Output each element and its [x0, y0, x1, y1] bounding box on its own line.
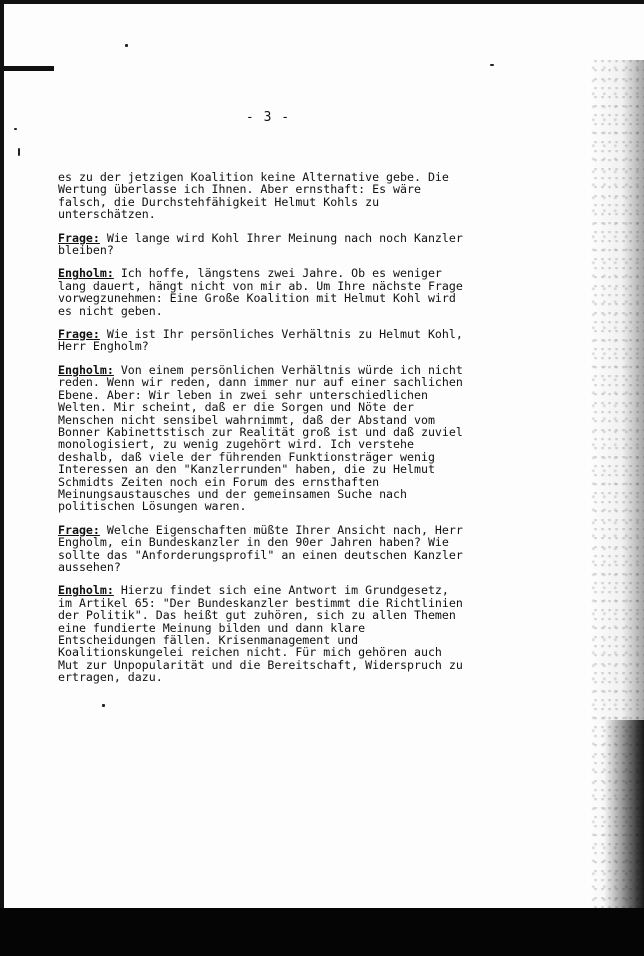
speaker-label: Engholm:: [58, 266, 114, 281]
interview-text: [58, 171, 488, 695]
paragraph-text: Welche Eigenschaften müßte Ihrer Ansicht nach, Herr Engholm, ein Bundeskanzler in den 90er Jahren haben? Wie sollte das "Anforderungsprofil" an einen deutschen Kanzler aussehen?: [58, 522, 463, 574]
scan-right-edge-shadow: [604, 720, 644, 910]
paragraph-question: [58, 328, 488, 353]
paragraph-question: [58, 524, 488, 574]
paragraph-text: Ich hoffe, längstens zwei Jahre. Ob es weniger lang dauert, hängt nicht von mir ab. Um Ihre nächste Frage vorwegzunehmen: Eine Große Koalition mit Helmut Kohl wird es nicht geben.: [58, 266, 463, 318]
paragraph-text: Hierzu findet sich eine Antwort im Grundgesetz, im Artikel 65: "Der Bundeskanzler bestimmt die Richtlinien der Politik". Das heißt gut zuhören, sich zu allen Themen eine fundierte Meinung bilden und dann klare Entscheidungen fällen. Krisenmanagement und Koalitionskungelei reichen nicht. Für mich gehören auch Mut zur Unpopularität und die Bereitschaft, Widerspruch zu ertragen, dazu.: [58, 583, 463, 685]
paragraph-text: Wie ist Ihr persönliches Verhältnis zu Helmut Kohl, Herr Engholm?: [58, 327, 463, 354]
paragraph-text: Von einem persönlichen Verhältnis würde ich nicht reden. Wenn wir reden, dann immer nur auf einer sachlichen Ebene. Aber: Wir leben in zwei sehr unterschiedlichen Welten. Mir scheint, daß er die Sorgen und Nöte der Menschen nicht sensibel wahrnimmt, daß der Abstand vom Bonner Kabinettstisch zur Realität groß ist und daß zuviel monologisiert, zu wenig zugehört wird. Ich verstehe deshalb, daß viele der führenden Funktionsträger wenig Interessen an den "Kanzlerrunden" haben, die zu Helmut Schmidts Zeiten noch ein Forum des ernsthaften Meinungsaustausches und der gemeinsamen Suche nach politischen Lösungen waren.: [58, 362, 463, 514]
speaker-label: Frage:: [58, 327, 100, 342]
speaker-label: Engholm:: [58, 583, 114, 598]
scan-speck: [14, 128, 17, 130]
scan-speck: [18, 148, 20, 156]
paragraph-text: Wie lange wird Kohl Ihrer Meinung nach noch Kanzler bleiben?: [58, 230, 463, 258]
scan-left-edge: [0, 0, 4, 956]
paragraph-answer: [58, 267, 488, 317]
scan-speck: [102, 704, 105, 707]
scan-bottom-band: [0, 908, 644, 956]
paragraph-question: [58, 232, 488, 257]
paragraph-text: es zu der jetzigen Koalition keine Alternative gebe. Die Wertung überlasse ich Ihnen. Aber ernsthaft: Es wäre falsch, die Durchstehfähigkeit Helmut Kohls zu unterschätzen.: [58, 170, 449, 222]
scan-top-edge: [0, 0, 644, 4]
scan-speck: [125, 44, 128, 47]
paragraph-answer: [58, 364, 488, 513]
paragraph-continuation: [58, 171, 488, 221]
scan-speck: [490, 64, 494, 66]
speaker-label: Engholm:: [58, 362, 114, 377]
paragraph-answer: [58, 584, 488, 683]
page-number: - 3 -: [245, 110, 291, 125]
speaker-label: Frage:: [58, 230, 100, 245]
scan-corner-mark: [0, 66, 54, 71]
speaker-label: Frage:: [58, 522, 100, 537]
